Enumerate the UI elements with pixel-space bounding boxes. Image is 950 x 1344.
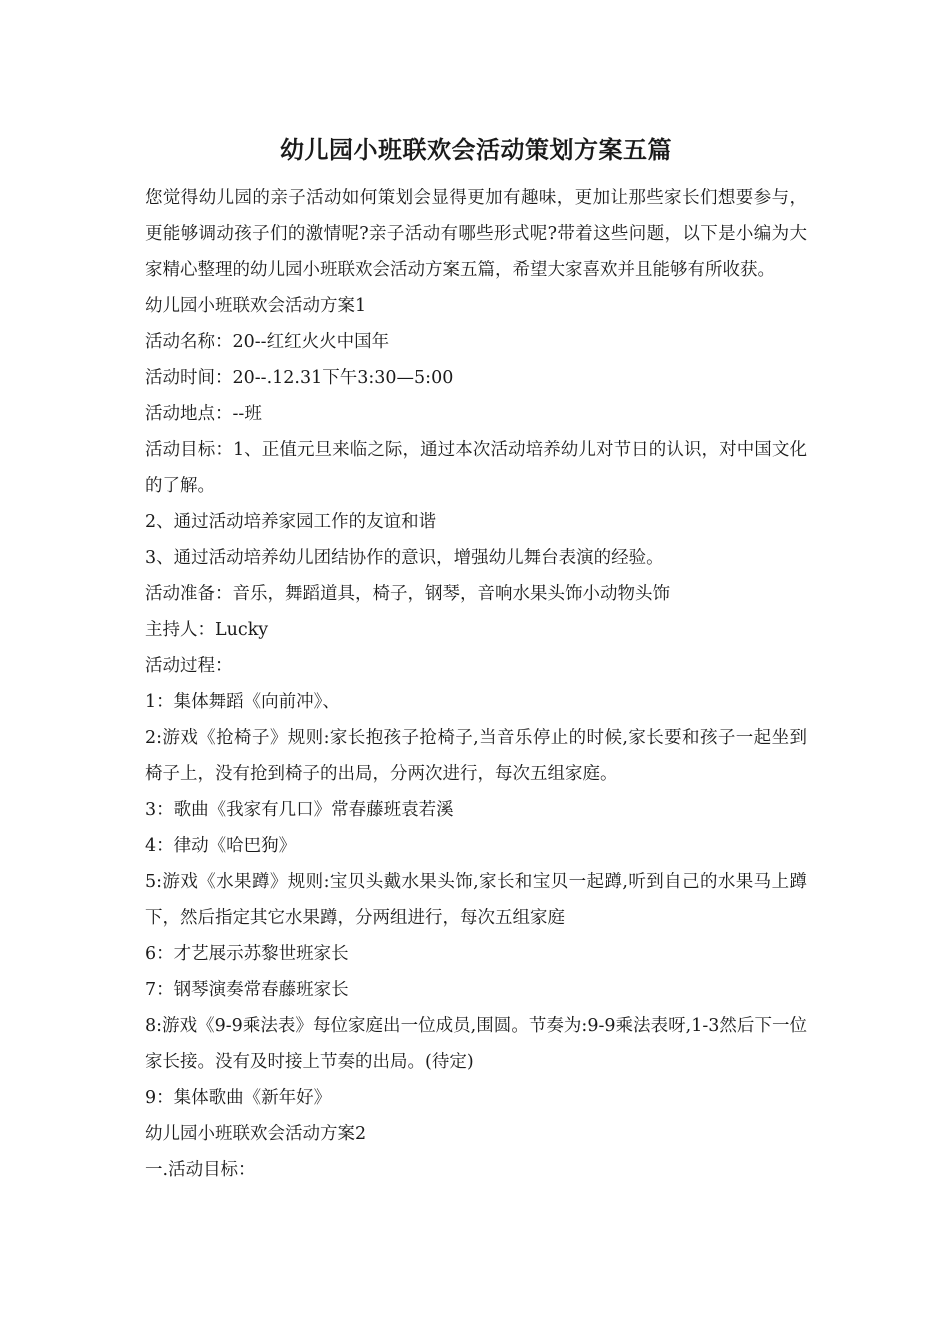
activity-location: 活动地点：--班 <box>145 404 262 424</box>
section-heading-plan-2: 幼儿园小班联欢会活动方案2 <box>145 1124 367 1144</box>
activity-host: 主持人：Lucky <box>145 620 269 640</box>
process-item-8: 8:游戏《9-9乘法表》每位家庭出一位成员,围圆。节奏为:9-9乘法表呀,1-3然后下一位家长接。没有及时接上节奏的出局。(待定) <box>145 1016 807 1072</box>
document-title: 幼儿园小班联欢会活动策划方案五篇 <box>280 135 672 164</box>
intro-paragraph: 您觉得幼儿园的亲子活动如何策划会显得更加有趣味，更加让那些家长们想要参与，更能够调动孩子们的激情呢?亲子活动有哪些形式呢?带着这些问题，以下是小编为大家精心整理的幼儿园小班联欢会活动方案五篇，希望大家喜欢并且能够有所收获。 <box>145 188 807 280</box>
process-item-1: 1：集体舞蹈《向前冲》、 <box>145 692 340 712</box>
activity-process-heading: 活动过程： <box>145 656 233 676</box>
activity-goal-2: 2、通过活动培养家园工作的友谊和谐 <box>145 512 437 532</box>
document-page <box>145 130 807 1188</box>
plan-2-goals-heading: 一.活动目标： <box>145 1160 256 1180</box>
process-item-9: 9：集体歌曲《新年好》 <box>145 1088 332 1108</box>
activity-time: 活动时间：20--.12.31下午3:30—5:00 <box>145 368 454 388</box>
activity-goal-1: 活动目标：1、正值元旦来临之际，通过本次活动培养幼儿对节日的认识，对中国文化的了解。 <box>145 440 807 496</box>
section-heading-plan-1: 幼儿园小班联欢会活动方案1 <box>145 296 367 316</box>
activity-preparation: 活动准备：音乐，舞蹈道具，椅子，钢琴，音响水果头饰小动物头饰 <box>145 584 670 604</box>
process-item-7: 7：钢琴演奏常春藤班家长 <box>145 980 349 1000</box>
process-item-2: 2:游戏《抢椅子》规则:家长抱孩子抢椅子,当音乐停止的时候,家长要和孩子一起坐到椅子上，没有抢到椅子的出局，分两次进行，每次五组家庭。 <box>145 728 807 784</box>
process-item-4: 4：律动《哈巴狗》 <box>145 836 297 856</box>
process-item-5: 5:游戏《水果蹲》规则:宝贝头戴水果头饰,家长和宝贝一起蹲,听到自己的水果马上蹲下，然后指定其它水果蹲，分两组进行，每次五组家庭 <box>145 872 807 928</box>
process-item-3: 3：歌曲《我家有几口》常春藤班袁若溪 <box>145 800 454 820</box>
activity-goal-3: 3、通过活动培养幼儿团结协作的意识，增强幼儿舞台表演的经验。 <box>145 548 664 568</box>
activity-name: 活动名称：20--红红火火中国年 <box>145 332 390 352</box>
process-item-6: 6：才艺展示苏黎世班家长 <box>145 944 349 964</box>
